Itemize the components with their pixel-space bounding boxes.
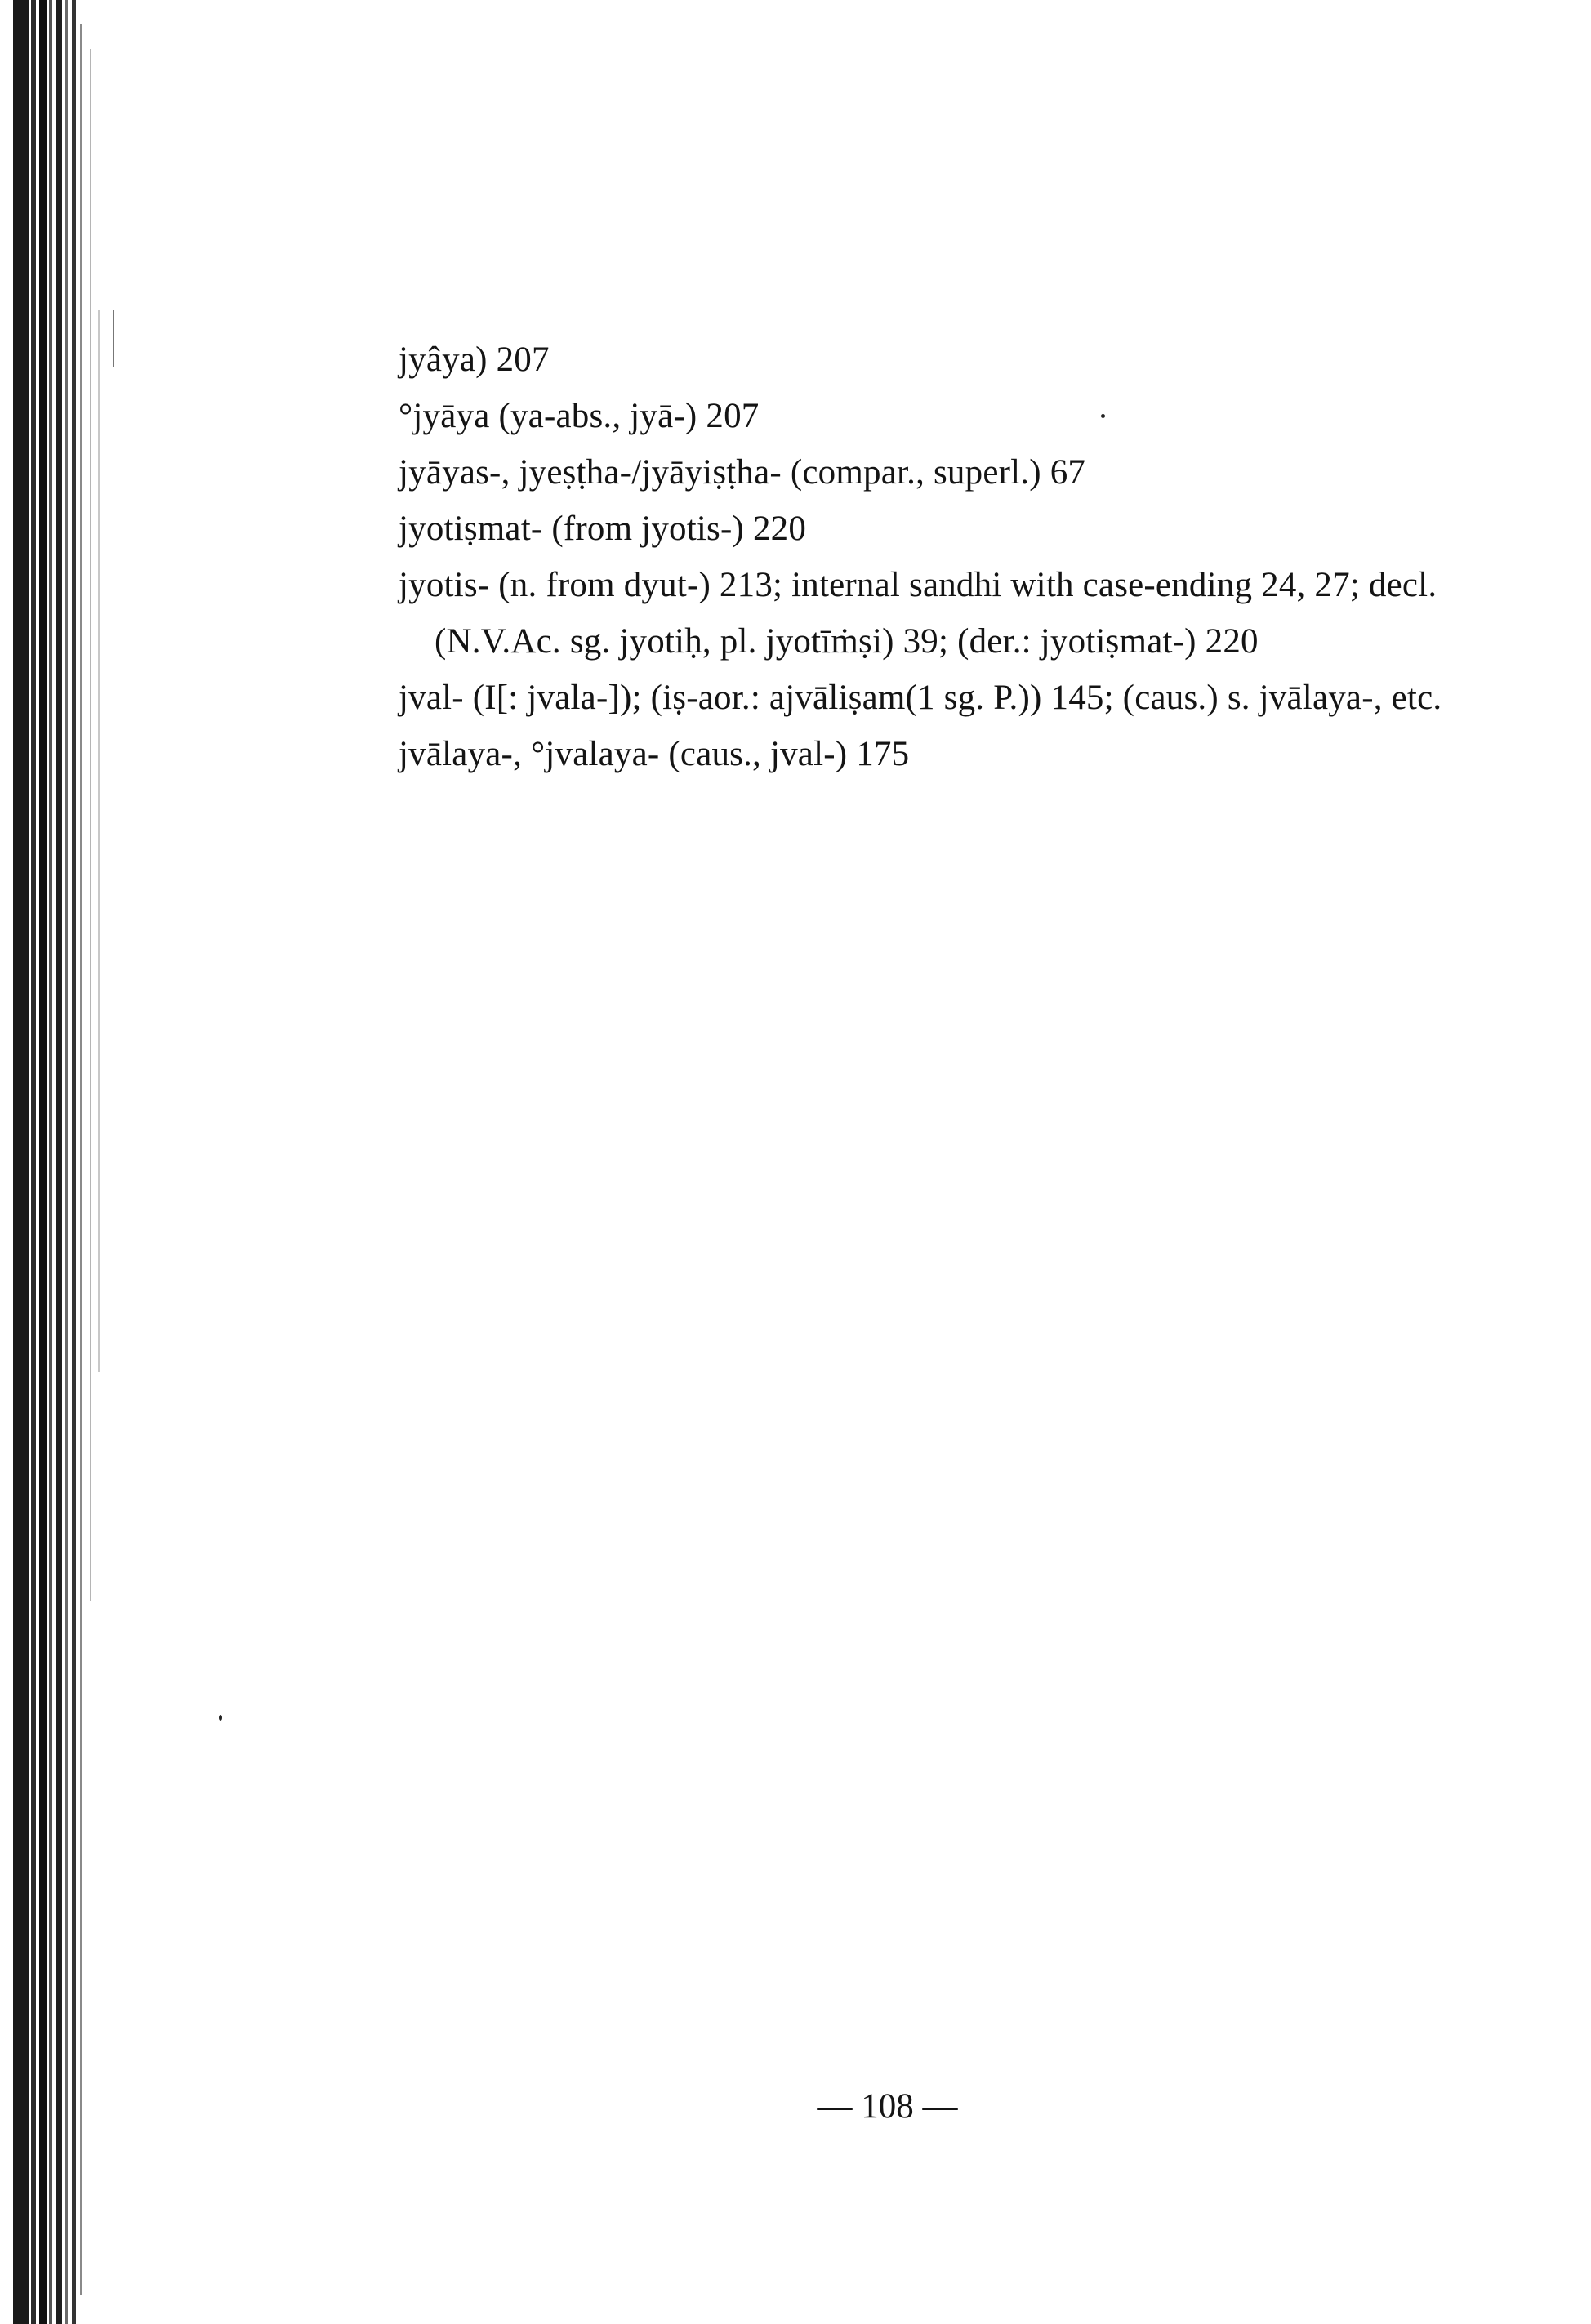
index-entry-jyaya-207: jyâya) 207 <box>399 341 550 379</box>
index-entry-jyayas: jyāyas-, jyeṣṭha-/jyāyiṣṭha- (compar., superl.) 67 <box>399 453 1086 492</box>
index-entry-jyaya-abs: °jyāya (ya-abs., jyā-) 207 <box>399 397 760 435</box>
index-entries <box>399 332 1485 782</box>
page-number: — 108 — <box>817 2087 958 2126</box>
index-entry-jyotismat: jyotiṣmat- (from jyotis-) 220 <box>399 510 807 548</box>
scan-binding-edge <box>0 0 114 2324</box>
scan-speck <box>1101 414 1105 418</box>
index-entry-jyotis: jyotis- (n. from dyut-) 213; internal sandhi with case-ending 24, 27; decl. (N.V.Ac. sg. jyotiḥ, pl. jyotīṁṣi) 39; (der.: jyotiṣmat-) 220 <box>399 566 1437 661</box>
scan-speck <box>219 1715 222 1721</box>
index-entry-jvalaya: jvālaya-, °jvalaya- (caus., jval-) 175 <box>399 735 910 773</box>
index-entry-jval: jval- (I[: jvala-]); (iṣ-aor.: ajvāliṣam(1 sg. P.)) 145; (caus.) s. jvālaya-, etc. <box>399 679 1442 717</box>
